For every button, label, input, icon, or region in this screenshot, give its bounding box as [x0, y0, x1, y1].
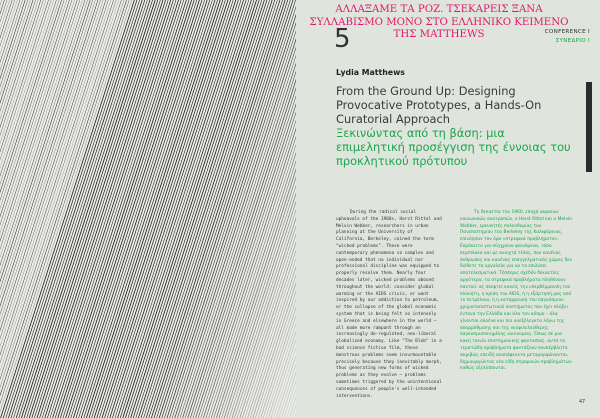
author-name: Lydia Matthews	[336, 68, 405, 77]
hatch-line	[185, 0, 296, 418]
hatch-line	[0, 0, 43, 418]
hatch-line	[0, 0, 111, 418]
hatch-line	[253, 0, 296, 418]
hatch-line	[0, 0, 4, 418]
hatch-line	[0, 0, 59, 418]
section-label-en: CONFERENCE I	[544, 29, 590, 35]
hatch-line	[206, 0, 296, 418]
hatch-line	[0, 0, 75, 418]
hatch-line	[0, 0, 10, 418]
hatch-line	[237, 0, 296, 418]
hatch-line	[0, 0, 2, 418]
hatch-line	[0, 0, 7, 418]
hatch-line	[0, 0, 54, 418]
hatch-line	[242, 0, 296, 418]
hatch-line	[0, 0, 95, 418]
hatch-line	[0, 0, 106, 418]
hatch-line	[190, 0, 296, 418]
section-label-gr: ΣΥΝΕΔΡΙΟ Ι	[555, 38, 590, 44]
hatch-line	[0, 0, 127, 418]
hatch-line	[201, 0, 296, 418]
hatch-line	[170, 0, 296, 418]
page-number: 47	[579, 400, 586, 405]
hatch-line	[258, 0, 296, 418]
body-text-en: During the radical social upheavals of the 1960s, Horst Rittel and Melvin Webber, researchers in urban planning at the University of California, Berkeley, coined the term "wicked problems". These were contemporary phenomena so complex and open-ended that no individual nor professional discipline was equipped to properly resolve them. Nearly four decades later, wicked problems abound throughout the world: consider global warming or the AIDS crisis, or want inspired by our addiction to petroleum, or the collapse of the global economic system that is being felt so intensely in Greece and elsewhere in the world – all made more rampant through an increasingly de-regulated, neo-liberal globalized economy. Like "The Blob" in a bad science fiction film, these monstrous problems seem insurmountable precisely because they inevitably morph, thus generating new forms of wicked problems as they evolve – problems sometimes triggered by the unintentional consequences of people's well-intended interventions.	[336, 210, 442, 399]
diagonal-line-pattern	[0, 0, 296, 418]
hatch-line	[0, 0, 20, 418]
editor-note: ΑΛΛΑΞΑΜΕ ΤΑ ΡΟΖ. ΤΣΕΚΑΡΕΙΣ ΞΑΝΑ ΣΥΛΛΑΒΙΣΜΟ ΜΟΝΟ ΣΤΟ ΕΛΛΗΝΙΚΟ ΚΕΙΜΕΝΟ ΤΗΣ MATTHEWS	[309, 4, 569, 40]
hatch-line	[0, 0, 23, 418]
hatch-line	[274, 0, 296, 418]
chapter-number: 5	[334, 24, 351, 54]
hatch-line	[0, 0, 25, 418]
hatch-line	[289, 0, 296, 418]
section-label	[545, 28, 590, 46]
article-title-gr: Ξεκινώντας από τη βάση: μια επιμελητική προσέγγιση της έννοιας του προκλητικού πρότυπου	[336, 126, 571, 168]
hatch-line	[0, 0, 38, 418]
body-text-gr: Τη δεκαετία του 1960, εποχή ακραίων κοινωνικών ανατροπών, ο Horst Rittel και ο Melvin Webber, ερευνητές πολεοδομίας του Πανεπιστημίου του Berkeley της Καλιφόρνιας, επινόησαν τον όρο «στρεψικά προβλήματα». Επρόκειτο για σύγχρονα φαινόμενα, τόσο περίπλοκα και με ανοιχτό τέλος, που κανένας άνθρωπος και κανένας επαγγελματικός χώρος δεν διέθετε τα εργαλεία για να τα επιλύσει αποτελεσματικά. Τέσσερις σχεδόν δεκαετίες αργότερα, τα στρεψικά προβλήματα πληθύνουν παντού: ας σκεφτεί κανείς την υπερθέρμανση του πλανήτη, η κρίση του AIDS, ή η εξάρτησή μας από το πετρέλαιο, ή η κατάρρευση του παγκόσμιου χρηματοπιστωτικού συστήματος που έχει πλήξει έντονα την Ελλάδα και όλο τον κόσμο – όλα γίνονται ολοένα και πιο ανεξέλεγκτα λόγω της απορρύθμισης και της νεοφιλελεύθερης παγκοσμιοποιημένης οικονομίας. Όπως σε μια κακή ταινία επιστημονικής φαντασίας, αυτά τα τερατώδη προβλήματα φαντάζουν ανυπέρβλητα ακριβώς επειδή αναπόφευκτα μεταμορφώνονται, δημιουργώντας νέα είδη στρεψικών προβλημάτων καθώς εξελίσσονται.	[460, 210, 573, 372]
hatch-line	[0, 0, 90, 418]
hatch-line	[0, 0, 15, 418]
hatch-line	[222, 0, 296, 418]
hatched-pattern-page	[0, 0, 296, 418]
margin-tab	[586, 82, 592, 172]
article-title-en: From the Ground Up: Designing Provocative Prototypes, a Hands-On Curatorial Approach	[336, 84, 542, 126]
